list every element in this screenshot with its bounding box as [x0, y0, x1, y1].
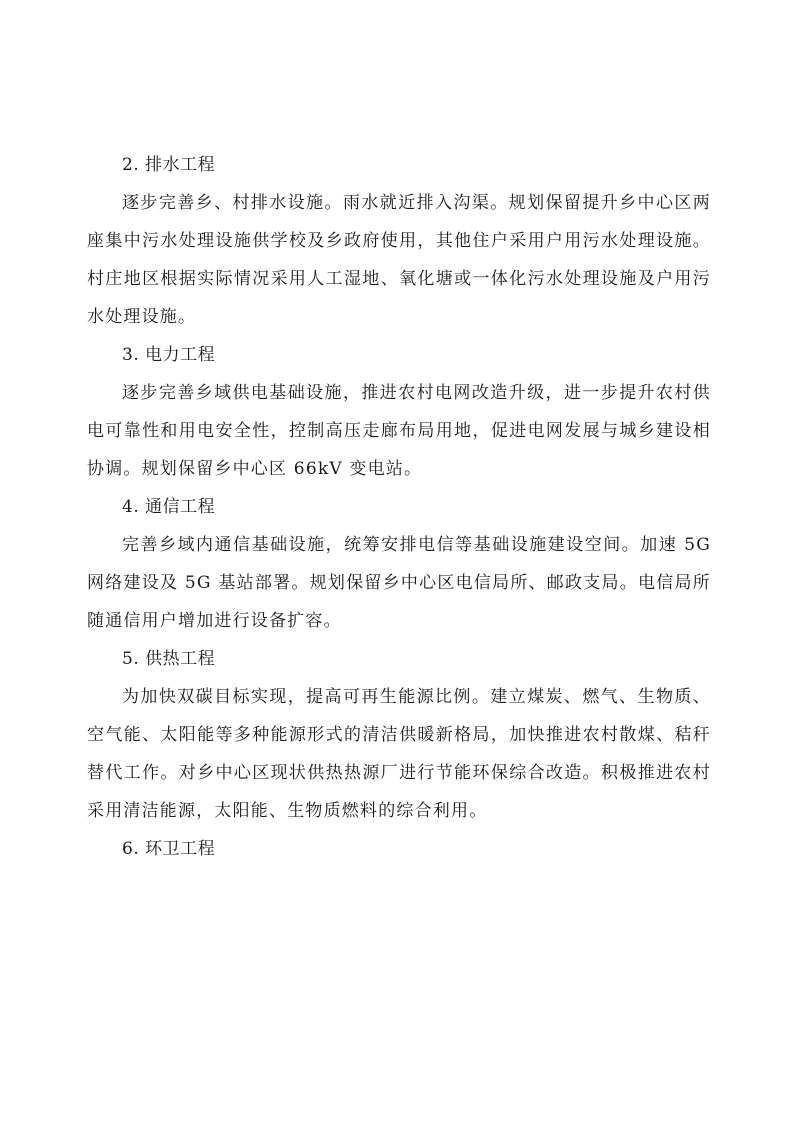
section-body-heating: 为加快双碳目标实现，提高可再生能源比例。建立煤炭、燃气、生物质、空气能、太阳能等多种能源形式的清洁供暖新格局，加快推进农村散煤、秸秆替代工作。对乡中心区现状供热热源厂进行节能环保综合改造。积极推进农村采用清洁能源，太阳能、生物质燃料的综合利用。 — [87, 687, 711, 821]
section-body-power: 逐步完善乡域供电基础设施，推进农村电网改造升级，进一步提升农村供电可靠性和用电安全性，控制高压走廊布局用地，促进电网发展与城乡建设相协调。规划保留乡中心区 66kV 变电站。 — [87, 383, 711, 479]
document-page — [87, 146, 711, 868]
section-heading-heating: 5. 供热工程 — [122, 649, 216, 669]
section-heading-power: 3. 电力工程 — [122, 345, 216, 365]
section-heading-sanitation: 6. 环卫工程 — [122, 839, 216, 859]
section-body-telecom: 完善乡域内通信基础设施，统筹安排电信等基础设施建设空间。加速 5G 网络建设及 5G 基站部署。规划保留乡中心区电信局所、邮政支局。电信局所随通信用户增加进行设备扩容。 — [87, 535, 711, 631]
section-heading-telecom: 4. 通信工程 — [122, 497, 216, 517]
section-body-drainage: 逐步完善乡、村排水设施。雨水就近排入沟渠。规划保留提升乡中心区两座集中污水处理设施供学校及乡政府使用，其他住户采用户用污水处理设施。村庄地区根据实际情况采用人工湿地、氧化塘或一体化污水处理设施及户用污水处理设施。 — [87, 193, 711, 327]
section-heading-drainage: 2. 排水工程 — [122, 155, 216, 175]
